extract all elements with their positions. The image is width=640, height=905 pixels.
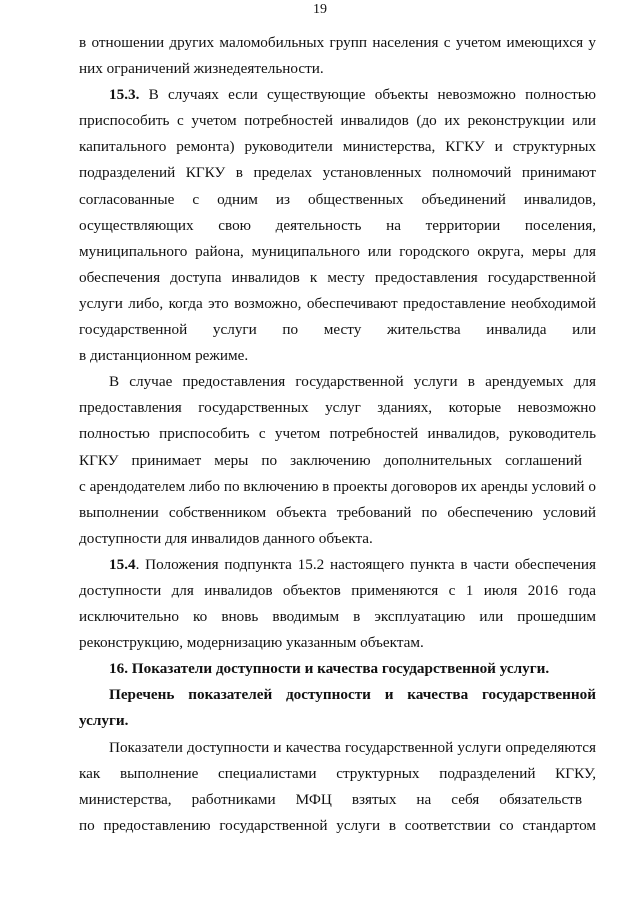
text-segment: В случаях если существующие объекты невозможно полностью	[139, 86, 596, 104]
text-segment: . Положения подпункта 15.2 настоящего пункта в части обеспечения	[135, 555, 596, 573]
subsection-heading	[79, 682, 596, 708]
document-body	[79, 30, 596, 839]
text-line: приспособить с учетом потребностей инвалидов (до их реконструкции или	[79, 112, 596, 130]
text-line: в дистанционном режиме.	[79, 347, 249, 365]
text-line: согласованные с одним из общественных объединений инвалидов,	[79, 190, 596, 208]
text-line: услуги либо, когда это возможно, обеспечивают предоставление необходимой	[79, 294, 596, 312]
clause-number: 15.4	[109, 555, 136, 573]
clause-number: 15.3.	[109, 86, 140, 104]
text-line: Показатели доступности и качества государственной услуги определяются	[109, 738, 596, 756]
text-line: выполнении собственником объекта требований по обеспечению условий	[79, 503, 596, 521]
text-line: полностью приспособить с учетом потребностей инвалидов, руководитель	[79, 425, 596, 443]
text-line: КГКУ принимает меры по заключению дополнительных соглашений	[79, 451, 582, 469]
text-line: реконструкцию, модернизацию указанным объектам.	[79, 634, 424, 652]
text-line: предоставления государственных услуг зданиях, которые невозможно	[79, 399, 596, 417]
text-line: как выполнение специалистами структурных подразделений КГКУ,	[79, 764, 596, 782]
subsection-heading-cont	[79, 708, 596, 734]
text-line: них ограничений жизнедеятельности.	[79, 60, 324, 78]
text-line: муниципального района, муниципального или городского округа, меры для	[79, 242, 596, 260]
text-line: осуществляющих свою деятельность на территории поселения,	[79, 216, 596, 234]
text-line: доступности для инвалидов данного объекта.	[79, 529, 373, 547]
subsection-heading-text: услуги.	[79, 712, 129, 730]
text-line: государственной услуги по месту жительства инвалида или	[79, 321, 596, 339]
page-number: 19	[313, 2, 327, 17]
section-16-heading: 16. Показатели доступности и качества государственной услуги.	[109, 660, 550, 678]
paragraph-15-4-first-line	[79, 552, 596, 578]
text-line: обеспечения доступа инвалидов к месту предоставления государственной	[79, 268, 596, 286]
text-line: доступности для инвалидов объектов применяются с 1 июля 2016 года	[79, 581, 596, 599]
section-heading	[79, 656, 596, 682]
text-line: подразделений КГКУ в пределах установленных полномочий принимают	[79, 164, 596, 182]
text-line: капитального ремонта) руководители министерства, КГКУ и структурных	[79, 138, 596, 156]
subsection-heading-text: Перечень показателей доступности и качества государственной	[109, 686, 596, 704]
text-line: В случае предоставления государственной услуги в арендуемых для	[109, 373, 596, 391]
text-line: с арендодателем либо по включению в проекты договоров их аренды условий о	[79, 477, 596, 495]
text-line: в отношении других маломобильных групп населения с учетом имеющихся у	[79, 34, 596, 51]
text-line: по предоставлению государственной услуги в соответствии со стандартом	[79, 816, 596, 834]
paragraph-15-3-first-line	[79, 82, 596, 108]
text-line: исключительно ко вновь вводимым в эксплуатацию или прошедшим	[79, 608, 596, 626]
text-line: министерства, работниками МФЦ взятых на себя обязательств	[79, 790, 582, 808]
